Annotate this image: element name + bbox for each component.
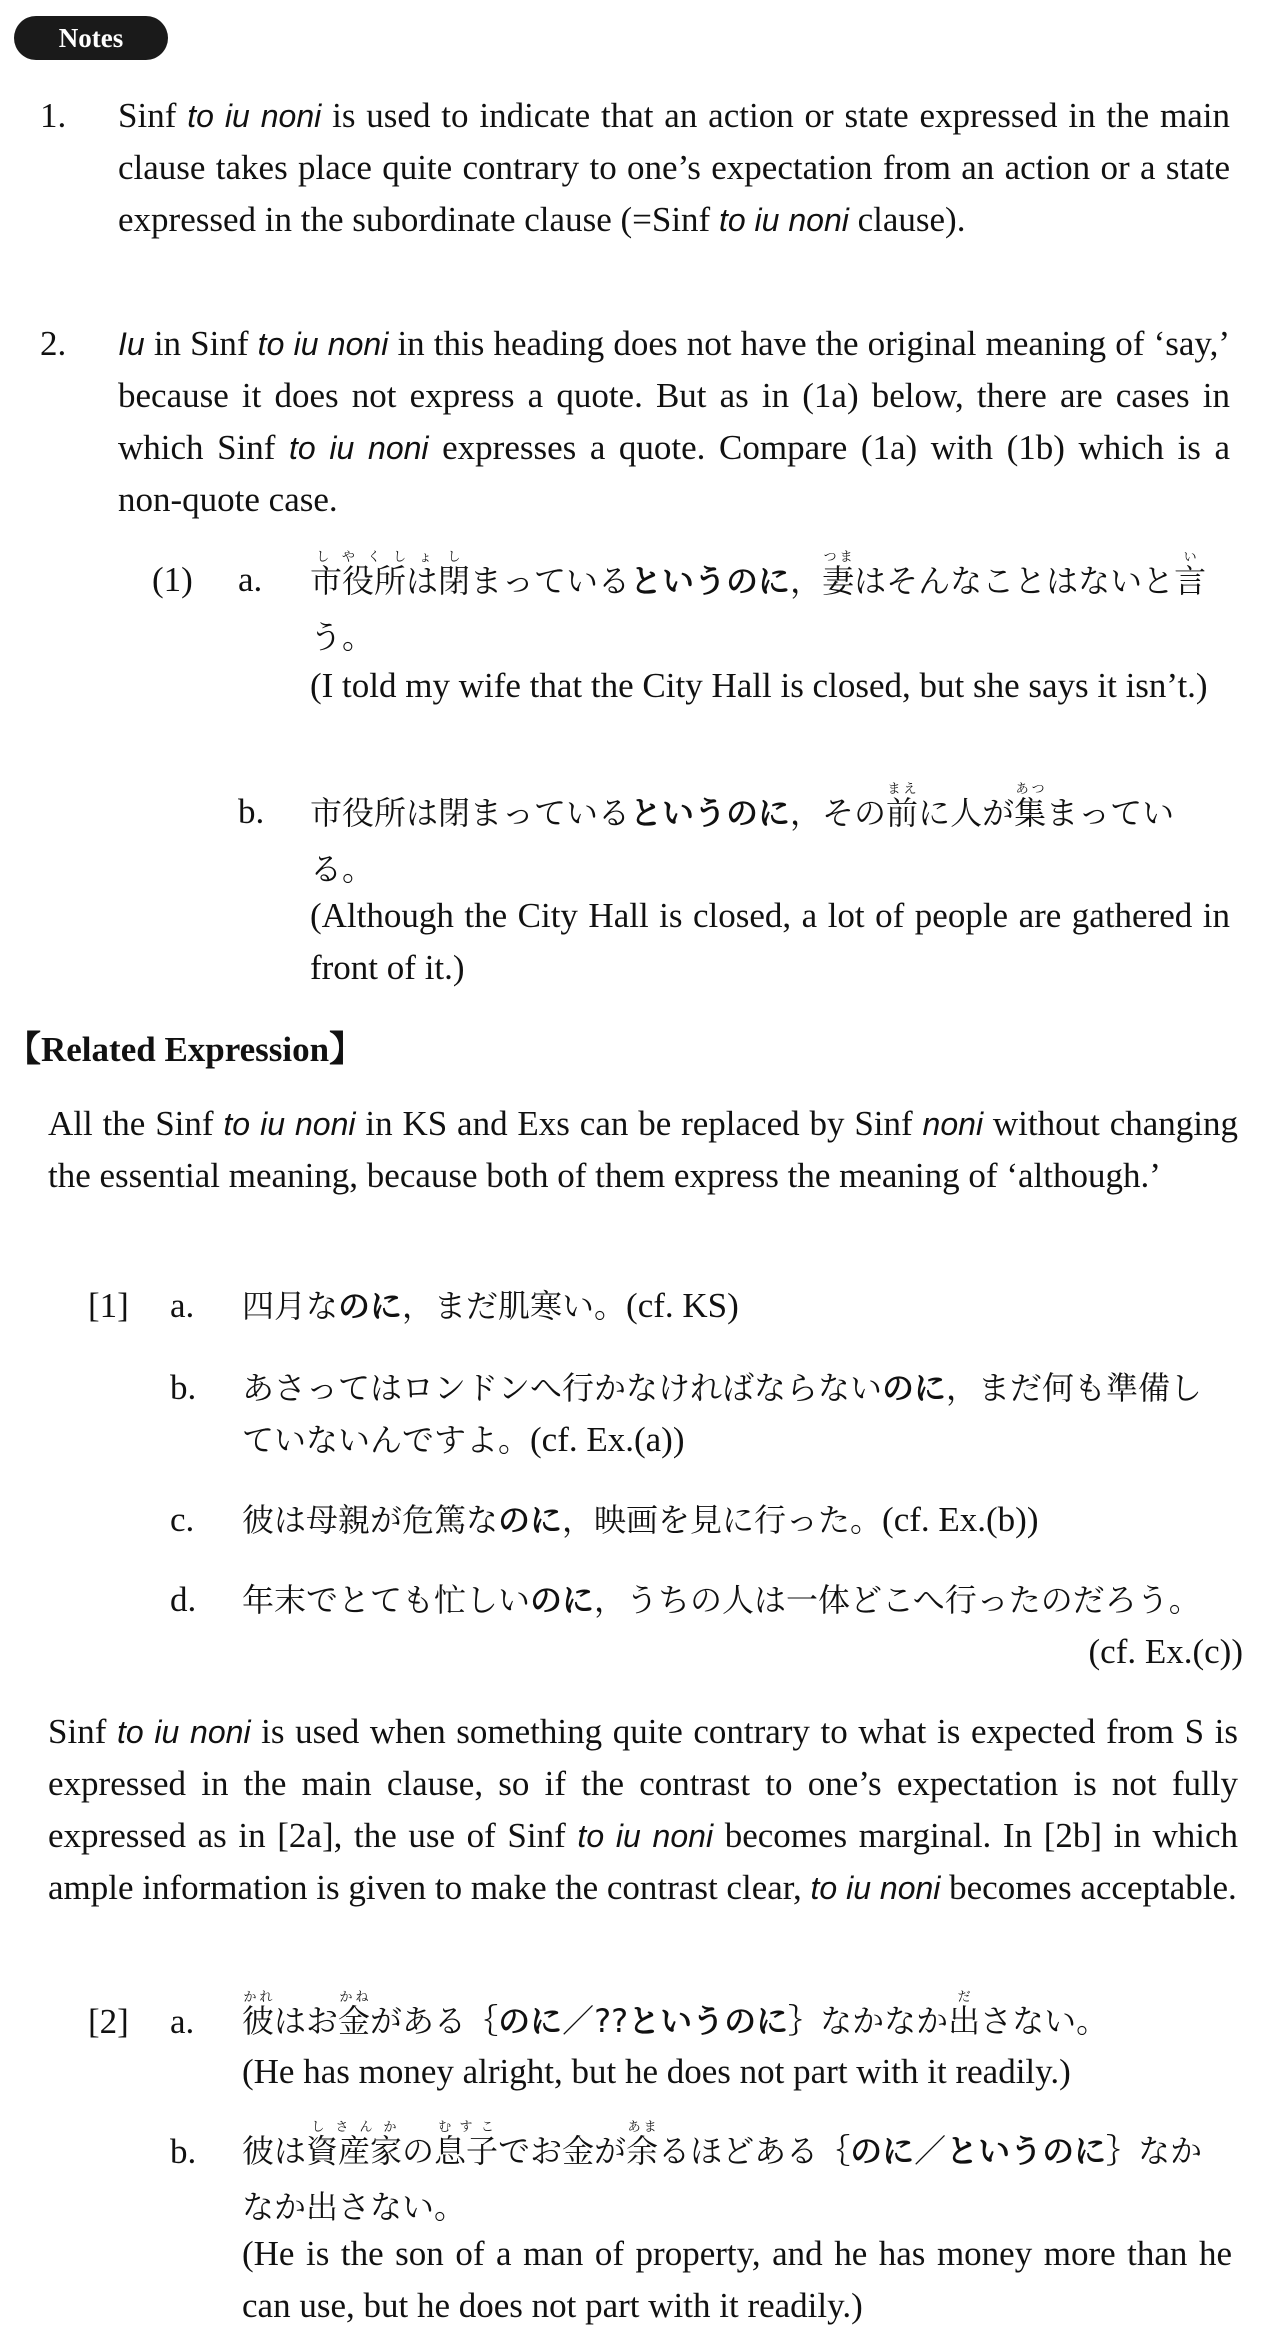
list-2b-japanese: 彼は資産家しさんかの息子むすこでお金が余あまるほどある｛のに／というのに｝なかなか出さない。 (242, 2120, 1203, 2226)
list-1d-cf: (cf. Ex.(c)) (1088, 1632, 1243, 1671)
note-1-text: Sinf to iu noni is used to indicate that an action or state expressed in the main clause takes place quite contrary to one’s expectation from an action or a state expressed in the subordinate clause (=Sinf to iu noni clause). (118, 96, 1231, 239)
list-2b-letter: b. (170, 2132, 197, 2171)
list-2-label: [2] (88, 2002, 129, 2041)
example-1a-japanese: 市役所はしやくしょ閉しまっているというのに，妻つまはそんなことはないと言いう。 (310, 550, 1207, 656)
related-paragraph-1: All the Sinf to iu noni in KS and Exs can be replaced by Sinf noni without changing the essential meaning, because both of them express the meaning of ‘although.’ (48, 1104, 1239, 1195)
note-1-number: 1. (40, 96, 67, 135)
list-1d-text: 年末でとても忙しいのに，うちの人は一体どこへ行ったのだろう。 (242, 1581, 1201, 1619)
list-1a-letter: a. (170, 1286, 195, 1325)
list-2a-letter: a. (170, 2002, 195, 2041)
note-2-number: 2. (40, 324, 67, 363)
list-2b-translation: (He is the son of a man of property, and he has money more than he can use, but he does not part with it readily.) (242, 2234, 1232, 2325)
related-paragraph-2: Sinf to iu noni is used when something quite contrary to what is expected from S is expressed in the main clause, so if the contrast to one’s expectation is not fully expressed as in [2a], the use of Sinf to iu noni becomes marginal. In [2b] in which ample information is given to make the contrast clear, to iu noni becomes acceptable. (48, 1712, 1239, 1907)
list-1c-text: 彼は母親が危篤なのに，映画を見に行った。(cf. Ex.(b)) (242, 1500, 1039, 1539)
notes-badge: Notes (14, 16, 168, 60)
example-1a-translation: (I told my wife that the City Hall is closed, but she says it isn’t.) (310, 666, 1208, 705)
list-2a-japanese: 彼かれはお金かねがある｛のに／??というのに｝なかなか出ださない。 (242, 1990, 1109, 2040)
note-2-text: Iu in Sinf to iu noni in this heading does not have the original meaning of ‘say,’ because it does not express a quote. But as in (1a) below, there are cases in which Sinf to iu noni expresses a quote. Compare (1a) with (1b) which is a non-quote case. (118, 324, 1231, 519)
related-expression-heading: 【Related Expression】 (6, 1030, 365, 1069)
list-1b-letter: b. (170, 1368, 197, 1407)
list-1b-text: あさってはロンドンへ行かなければならないのに，まだ何も準備していないんですよ。(cf. Ex.(a)) (242, 1369, 1203, 1459)
list-1c-letter: c. (170, 1500, 195, 1539)
example-1b-translation: (Although the City Hall is closed, a lot of people are gathered in front of it.) (310, 896, 1230, 987)
example-1b-letter: b. (238, 792, 265, 831)
example-1b-japanese: 市役所は閉まっているというのに，その前まえに人が集あつまっている。 (310, 782, 1175, 888)
example-1a-letter: a. (238, 560, 263, 599)
list-1d-letter: d. (170, 1580, 197, 1619)
list-1a-text: 四月なのに，まだ肌寒い。(cf. KS) (242, 1286, 739, 1325)
example-1-label: (1) (152, 560, 193, 599)
list-2a-translation: (He has money alright, but he does not part with it readily.) (242, 2052, 1071, 2091)
list-1-label: [1] (88, 1286, 129, 1325)
